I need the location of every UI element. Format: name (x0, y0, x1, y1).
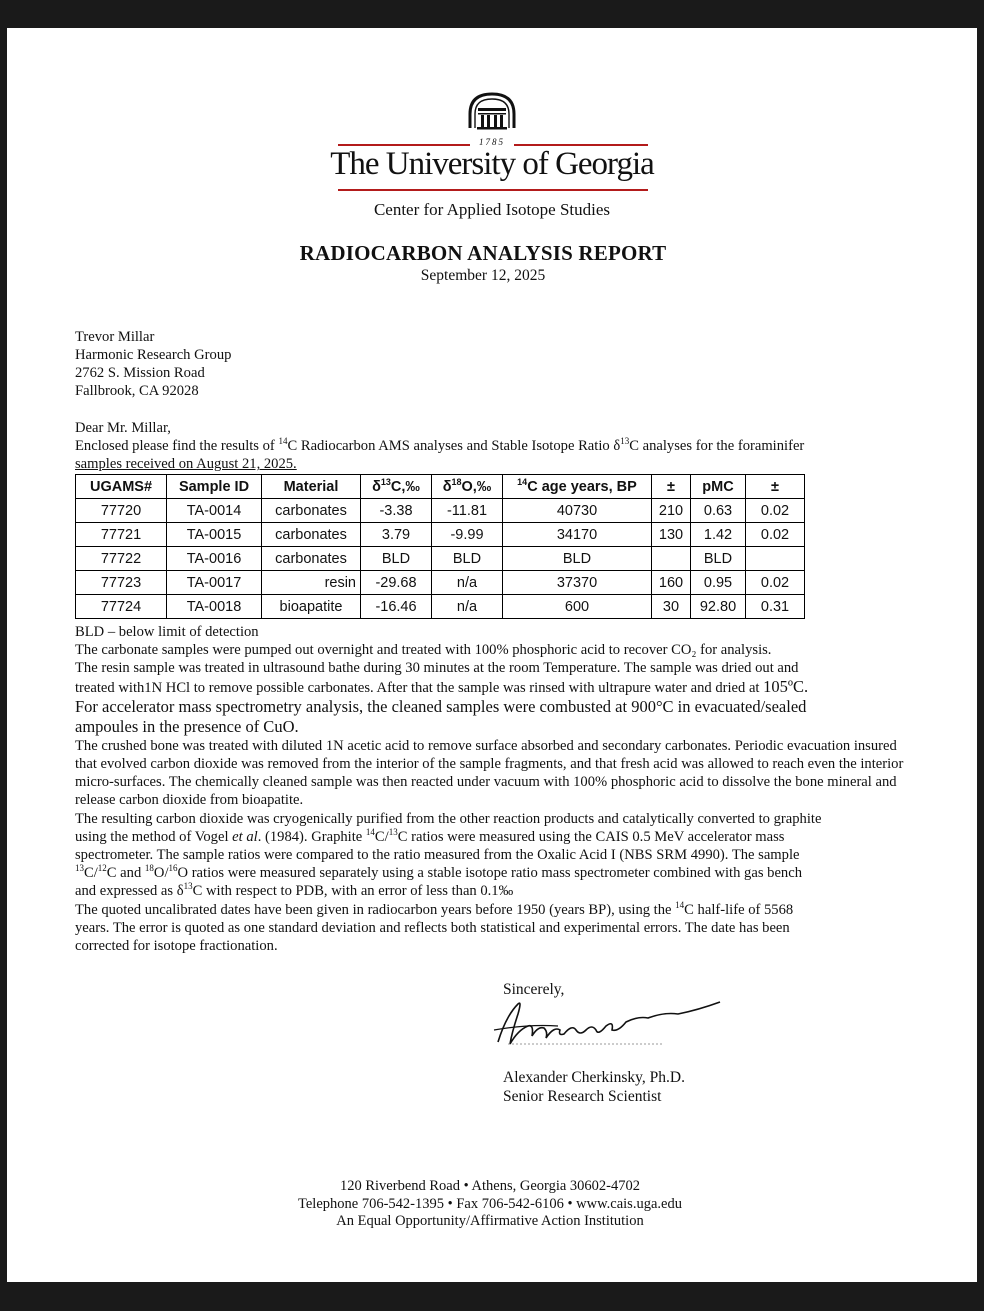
table-cell: carbonates (262, 547, 361, 571)
table-cell: -11.81 (432, 499, 503, 523)
col-material: Material (262, 475, 361, 499)
col-pmc: pMC (691, 475, 746, 499)
note-bone: The crushed bone was treated with diluted 1N acetic acid to remove surface absorbed and secondary carbonates. Periodic evacuation insured that evolved carbon dioxide was removed from the interior of the sample fragments, and that fresh acid was allowed to reach even the interior micro-surfaces. The chemically cleaned sample was then reacted under vacuum with 100% phosphoric acid to dissolve the bone mineral and release carbon dioxide from bioapatite. (75, 737, 904, 809)
table-cell: 77721 (76, 523, 167, 547)
table-cell: resin (262, 571, 361, 595)
table-cell: BLD (691, 547, 746, 571)
table-cell: 30 (652, 595, 691, 619)
note-dates-3: corrected for isotope fractionation. (75, 938, 278, 955)
table-cell: BLD (361, 547, 432, 571)
footer-address: 120 Riverbend Road • Athens, Georgia 30602-4702 (339, 1178, 640, 1194)
signature-image (488, 996, 728, 1052)
table-cell: 77722 (76, 547, 167, 571)
letter-intro (75, 419, 804, 474)
table-cell: 77720 (76, 499, 167, 523)
table-row (76, 571, 805, 595)
recipient-name: Trevor Millar (75, 329, 155, 345)
note-graphite-1: The resulting carbon dioxide was cryogenically purified from the other reaction products and catalytically converted to graphite (75, 810, 822, 827)
signatory (503, 1068, 685, 1106)
table-cell: 210 (652, 499, 691, 523)
table-cell: -29.68 (361, 571, 432, 595)
table-cell: n/a (432, 571, 503, 595)
table-cell: 92.80 (691, 595, 746, 619)
report-title: RADIOCARBON ANALYSIS REPORT (299, 241, 667, 265)
table-cell: 1.42 (691, 523, 746, 547)
table-cell: TA-0015 (167, 523, 262, 547)
note-graphite-2: using the method of Vogel et al. (1984). Graphite $^{14}$C/$^{13}$C ratios were measured using the CAIS 0.5 MeV accelerator mass (75, 826, 785, 845)
table-cell: bioapatite (262, 595, 361, 619)
col-pmc-error: ± (746, 475, 805, 499)
table-cell: 77723 (76, 571, 167, 595)
table-cell: -16.46 (361, 595, 432, 619)
recipient-org: Harmonic Research Group (75, 347, 232, 363)
table-cell: 37370 (503, 571, 652, 595)
table-cell: 0.95 (691, 571, 746, 595)
table-cell: 0.63 (691, 499, 746, 523)
note-dates-1: The quoted uncalibrated dates have been given in radiocarbon years before 1950 (years BP), using the $^{14}$C half-life of 5568 (75, 899, 794, 918)
report-date: September 12, 2025 (420, 267, 546, 284)
table-cell: BLD (503, 547, 652, 571)
note-resin-1: The resin sample was treated in ultrasound bathe during 30 minutes at the room Temperature. The sample was dried out and (75, 660, 799, 677)
recipient-address (75, 328, 231, 400)
note-carbonates: The carbonate samples were pumped out overnight and treated with 100% phosphoric acid to recover CO₂ for analysis. (75, 642, 772, 659)
col-age-error: ± (652, 475, 691, 499)
note-ams-1: For accelerator mass spectrometry analysis, the cleaned samples were combusted at 900°C in evacuated/sealed (75, 696, 807, 716)
method-notes (75, 623, 905, 955)
table-cell: 0.02 (746, 499, 805, 523)
table-cell: 77724 (76, 595, 167, 619)
signatory-role: Senior Research Scientist (503, 1088, 662, 1105)
table-cell: 34170 (503, 523, 652, 547)
center-name: Center for Applied Isotope Studies (373, 200, 611, 219)
note-ams-2: ampoules in the presence of CuO. (75, 716, 299, 736)
table-cell: -9.99 (432, 523, 503, 547)
results-table (75, 474, 805, 619)
salutation: Dear Mr. Millar, (75, 420, 171, 436)
col-ugams: UGAMS# (76, 475, 167, 499)
table-cell: -3.38 (361, 499, 432, 523)
table-cell: 0.02 (746, 523, 805, 547)
table-cell: BLD (432, 547, 503, 571)
table-cell: TA-0018 (167, 595, 262, 619)
note-graphite-4: $^{13}$C/$^{12}$C and $^{18}$O/$^{16}$O ratios were measured separately using a stable isotope ratio mass spectrometer combined with gas bench (75, 863, 802, 882)
table-row (76, 523, 805, 547)
table-cell: 130 (652, 523, 691, 547)
table-cell: 160 (652, 571, 691, 595)
table-row (76, 547, 805, 571)
table-cell (652, 547, 691, 571)
col-c14-age: $^{14}$C age years, BP (503, 475, 652, 499)
intro-line-1: Enclosed please find the results of $^{14}$C Radiocarbon AMS analyses and Stable Isotope Ratio $\delta^{13}C$ analyses for the foraminifer (75, 436, 805, 455)
col-d18o: $\delta^{18}O,‰$ (432, 475, 503, 499)
logo-rule-bottom (338, 189, 648, 191)
closing: Sincerely, (503, 981, 565, 998)
signatory-name: Alexander Cherkinsky, Ph.D. (503, 1069, 685, 1086)
footer-eeo: An Equal Opportunity/Affirmative Action Institution (336, 1213, 644, 1229)
university-name: The University of Georgia (330, 146, 654, 182)
footer (240, 1178, 740, 1231)
table-cell: carbonates (262, 523, 361, 547)
table-cell: 0.31 (746, 595, 805, 619)
table-cell: 40730 (503, 499, 652, 523)
note-dates-2: years. The error is quoted as one standard deviation and reflects both statistical and experimental errors. The date has been (75, 919, 790, 936)
table-cell: 600 (503, 595, 652, 619)
table-cell: TA-0016 (167, 547, 262, 571)
table-cell: 0.02 (746, 571, 805, 595)
note-graphite-3: spectrometer. The sample ratios were compared to the ratio measured from the Oxalic Acid I (NBS SRM 4990). The sample (75, 847, 800, 864)
col-sample-id: Sample ID (167, 475, 262, 499)
table-cell: n/a (432, 595, 503, 619)
table-cell (746, 547, 805, 571)
table-cell: carbonates (262, 499, 361, 523)
logo-year: 1785 (470, 136, 514, 148)
recipient-street: 2762 S. Mission Road (75, 365, 205, 381)
table-row (76, 499, 805, 523)
table-cell: 3.79 (361, 523, 432, 547)
table-cell: TA-0017 (167, 571, 262, 595)
recipient-city: Fallbrook, CA 92028 (75, 383, 199, 399)
table-cell: TA-0014 (167, 499, 262, 523)
note-resin-2: treated with1N HCl to remove possible carbonates. After that the sample was rinsed with ultrapure water and dried at 105ºC. (75, 676, 809, 696)
bld-note: BLD – below limit of detection (75, 624, 259, 640)
table-row (76, 595, 805, 619)
note-graphite-5: and expressed as $\delta^{13}C$ with respect to PDB, with an error of less than 0.1‰ (75, 881, 514, 900)
col-d13c: $\delta^{13}C,‰$ (361, 475, 432, 499)
intro-line-2: samples received on August 21, 2025. (75, 456, 297, 473)
table-header-row (76, 475, 805, 499)
footer-contact: Telephone 706-542-1395 • Fax 706-542-6106 • www.cais.uga.edu (298, 1195, 682, 1212)
